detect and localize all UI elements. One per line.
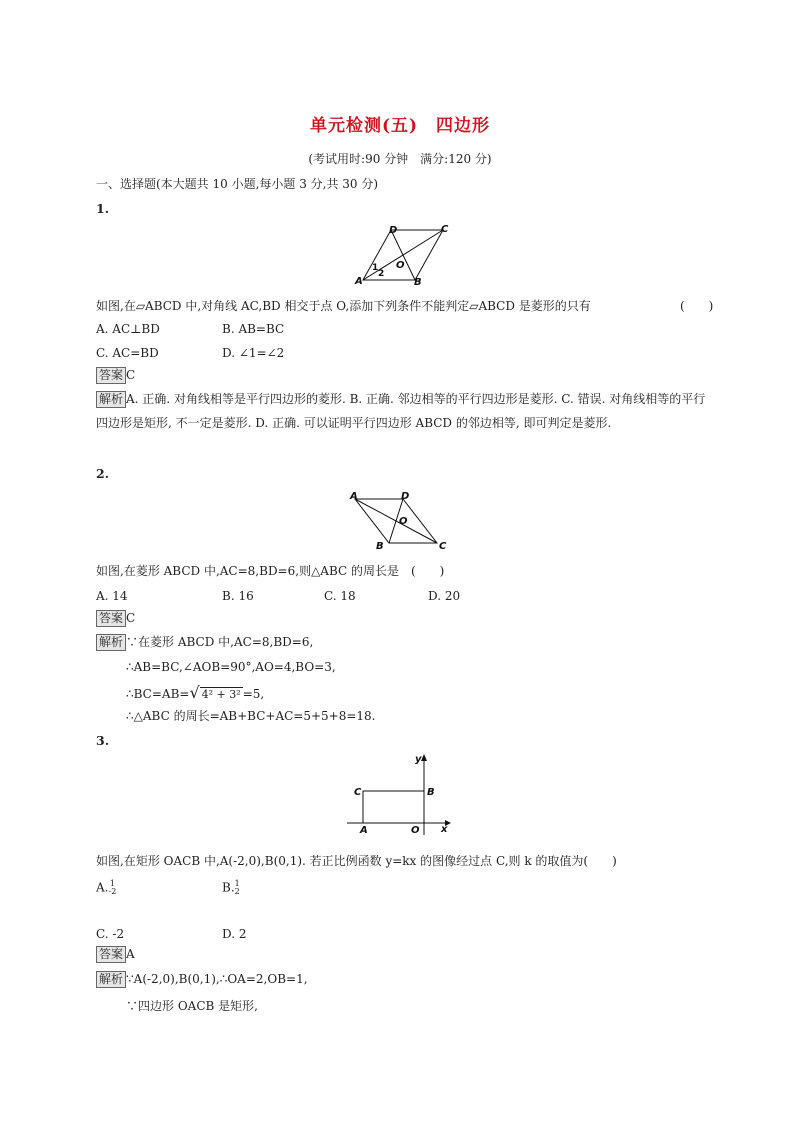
q1-option-c: C. AC=BD	[96, 346, 159, 360]
question-2-number: 2.	[96, 466, 110, 481]
section-heading: 一、选择题(本大题共 10 小题,每小题 3 分,共 30 分)	[96, 177, 379, 191]
q2-analysis-line-4: ∴△ABC 的周长=AB+BC+AC=5+5+8=18.	[126, 709, 376, 723]
q1-label-a: A	[355, 276, 363, 287]
q3-option-d: D. 2	[222, 927, 247, 941]
q2-option-c: C. 18	[324, 589, 356, 603]
q3-option-a-denominator: -2	[108, 887, 117, 896]
q1-label-o: O	[396, 260, 405, 271]
q3-analysis-line-2: ∵四边形 OACB 是矩形,	[126, 999, 258, 1013]
answer-tag: 答案	[96, 610, 126, 627]
q3-option-a-fraction	[108, 880, 116, 896]
q1-analysis-text: A. 正确. 对角线相等是平行四边形的菱形. B. 正确. 邻边相等的平行四边形是菱形. C. 错误. 对角线相等的平行四边形是矩形, 不一定是菱形. D. 正确. 可以证明平行四边形 ABCD 的邻边相等, 即可判定是菱形.	[96, 392, 706, 430]
q3-option-a-numerator: 1	[109, 879, 115, 888]
q2-analysis-line-3b: =5,	[242, 687, 265, 701]
q2-label-c: C	[439, 541, 447, 552]
q3-option-c: C. -2	[96, 927, 125, 941]
q2-option-b: B. 16	[222, 589, 254, 603]
q3-label-c: C	[354, 787, 362, 798]
q3-label-a: A	[360, 825, 368, 836]
q3-answer: A	[126, 947, 135, 961]
q3-analysis-line-1: ∵A(-2,0),B(0,1),∴OA=2,OB=1,	[126, 972, 308, 986]
q3-label-b: B	[427, 787, 435, 798]
q1-label-c: C	[441, 224, 449, 235]
q2-analysis-line-1: ∵在菱形 ABCD 中,AC=8,BD=6,	[126, 635, 314, 649]
q2-analysis-row-1	[96, 633, 313, 651]
q1-analysis	[96, 387, 711, 435]
q2-label-o: O	[399, 516, 408, 527]
q1-label-d: D	[389, 225, 398, 236]
q2-stem: 如图,在菱形 ABCD 中,AC=8,BD=6,则△ABC 的周长是 ( )	[96, 564, 445, 578]
answer-tag: 答案	[96, 946, 126, 963]
q2-rhombus-figure	[345, 487, 455, 552]
question-1-number: 1.	[96, 201, 110, 216]
q3-option-b-fraction	[235, 880, 240, 896]
q2-label-b: B	[376, 541, 384, 552]
q1-label-angle2: 2	[378, 269, 385, 279]
analysis-tag: 解析	[96, 391, 126, 408]
q2-analysis-line-3: ∴BC=AB=	[126, 687, 190, 701]
q2-analysis-row-3	[126, 683, 264, 702]
q1-option-b: B. AB=BC	[222, 322, 285, 336]
analysis-tag: 解析	[96, 971, 126, 988]
q1-stem: 如图,在▱ABCD 中,对角线 AC,BD 相交于点 O,添加下列条件不能判定▱ABCD 是菱形的只有	[96, 299, 591, 313]
sqrt-sign: √	[189, 683, 200, 702]
exam-info: (考试用时:90 分钟 满分:120 分)	[308, 152, 492, 166]
q3-option-b-denominator: 2	[234, 887, 240, 896]
question-3-number: 3.	[96, 733, 110, 748]
q3-option-b-prefix: B.	[222, 880, 235, 895]
q1-answer: C	[126, 368, 136, 382]
q3-stem: 如图,在矩形 OACB 中,A(-2,0),B(0,1). 若正比例函数 y=kx 的图像经过点 C,则 k 的取值为( )	[96, 854, 617, 868]
q3-label-o: O	[411, 825, 420, 836]
q1-label-b: B	[414, 277, 422, 288]
q1-paren: ( )	[680, 299, 714, 313]
q1-label-angle1: 1	[372, 263, 379, 273]
q2-option-a: A. 14	[96, 589, 128, 603]
answer-tag: 答案	[96, 367, 126, 384]
q1-parallelogram-figure	[345, 220, 455, 288]
sqrt-radicand: 4² + 3²	[201, 688, 241, 701]
q2-option-d: D. 20	[428, 589, 461, 603]
analysis-tag: 解析	[96, 634, 126, 651]
q2-answer: C	[126, 611, 136, 625]
q1-option-d: D. ∠1=∠2	[222, 346, 285, 360]
q3-analysis-row-1	[96, 971, 308, 988]
q3-option-a-prefix: A.	[96, 880, 109, 895]
q1-answer-row	[96, 367, 135, 384]
q1-option-a: A. AC⊥BD	[96, 322, 160, 336]
q3-option-a	[96, 880, 116, 896]
q3-option-b-numerator: 1	[234, 879, 240, 888]
q2-answer-row	[96, 610, 135, 627]
q3-coordinate-figure	[345, 752, 455, 837]
q2-label-a: A	[350, 491, 358, 502]
q2-label-d: D	[401, 491, 410, 502]
q3-answer-row	[96, 946, 135, 963]
page-title: 单元检测(五) 四边形	[309, 116, 491, 136]
q3-label-y: y	[415, 754, 422, 765]
q2-analysis-line-2: ∴AB=BC,∠AOB=90°,AO=4,BO=3,	[126, 660, 336, 674]
q3-label-x: x	[441, 824, 448, 835]
q3-option-b	[222, 880, 240, 896]
